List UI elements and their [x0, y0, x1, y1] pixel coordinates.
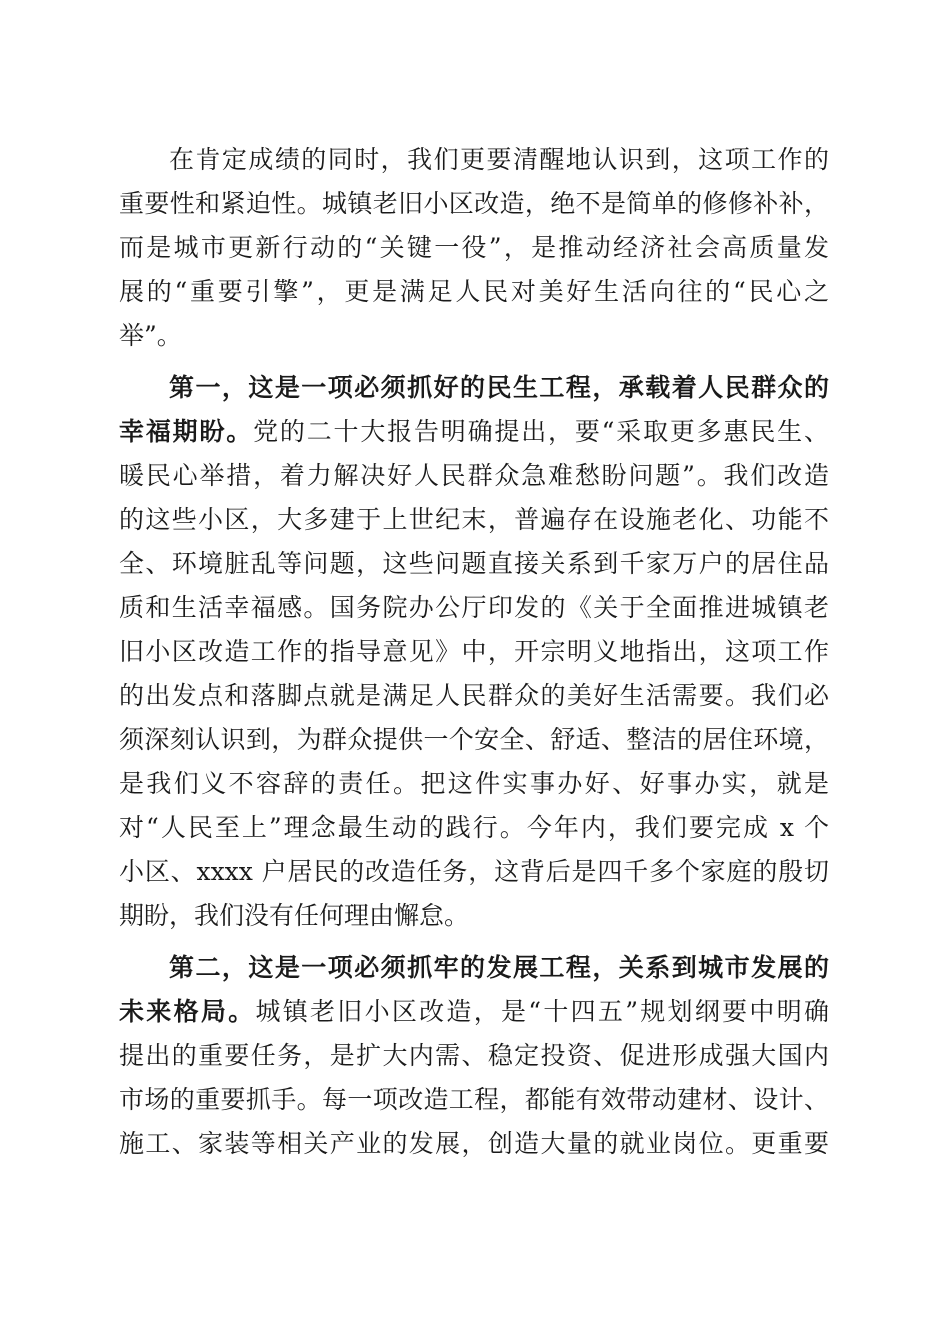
paragraph-2-line-2 [119, 410, 829, 454]
paragraph-2-line-7: 旧小区改造工作的指导意见》中，开宗明义地指出，这项工作 [119, 637, 829, 666]
paragraph-2-heading-line-1: 第一，这是一项必须抓好的民生工程，承载着人民群众的 [169, 373, 829, 402]
paragraph-3-line-2 [119, 990, 829, 1034]
paragraph-2-line-6: 质和生活幸福感。国务院办公厅印发的《关于全面推进城镇老 [119, 593, 829, 622]
paragraph-2-line-9: 须深刻认识到，为群众提供一个安全、舒适、整洁的居住环境， [119, 725, 829, 754]
paragraph-2-line-12: 小区、xxxx 户居民的改造任务，这背后是四千多个家庭的殷切 [119, 857, 829, 886]
paragraph-3-line-5: 施工、家装等相关产业的发展，创造大量的就业岗位。更重要 [119, 1129, 829, 1158]
paragraph-2-line-5: 全、环境脏乱等问题，这些问题直接关系到千家万户的居住品 [119, 549, 829, 578]
paragraph-2-line-10: 是我们义不容辞的责任。把这件实事办好、好事办实，就是 [119, 769, 829, 798]
paragraph-1-line-5: 举”。 [119, 321, 182, 350]
paragraph-2-line-11: 对“人民至上”理念最生动的践行。今年内，我们要完成 x 个 [119, 813, 829, 842]
paragraph-3-text-line-2: 城镇老旧小区改造，是“十四五”规划纲要中明确 [255, 997, 829, 1026]
paragraph-2-line-3: 暖民心举措，着力解决好人民群众急难愁盼问题”。我们改造 [119, 461, 829, 490]
paragraph-2-line-8: 的出发点和落脚点就是满足人民群众的美好生活需要。我们必 [119, 681, 829, 710]
paragraph-3-heading-line-1: 第二，这是一项必须抓牢的发展工程，关系到城市发展的 [169, 953, 829, 982]
paragraph-1-line-1: 在肯定成绩的同时，我们更要清醒地认识到，这项工作的 [169, 145, 829, 174]
paragraph-3-line-4: 市场的重要抓手。每一项改造工程，都能有效带动建材、设计、 [119, 1085, 829, 1114]
paragraph-3-heading-line-2: 未来格局。 [119, 997, 256, 1026]
paragraph-3-line-3: 提出的重要任务，是扩大内需、稳定投资、促进形成强大国内 [119, 1041, 829, 1070]
paragraph-1-line-3: 而是城市更新行动的“关键一役”，是推动经济社会高质量发 [119, 233, 829, 262]
paragraph-2-text-line-2: 党的二十大报告明确提出，要“采取更多惠民生、 [253, 417, 829, 446]
paragraph-2-line-13: 期盼，我们没有任何理由懈怠。 [119, 901, 470, 930]
paragraph-2-line-4: 的这些小区，大多建于上世纪末，普遍存在设施老化、功能不 [119, 505, 829, 534]
paragraph-1-line-2: 重要性和紧迫性。城镇老旧小区改造，绝不是简单的修修补补， [119, 189, 829, 218]
paragraph-2-heading-line-2: 幸福期盼。 [119, 417, 254, 446]
paragraph-1-line-4: 展的“重要引擎”，更是满足人民对美好生活向往的“民心之 [119, 277, 829, 306]
